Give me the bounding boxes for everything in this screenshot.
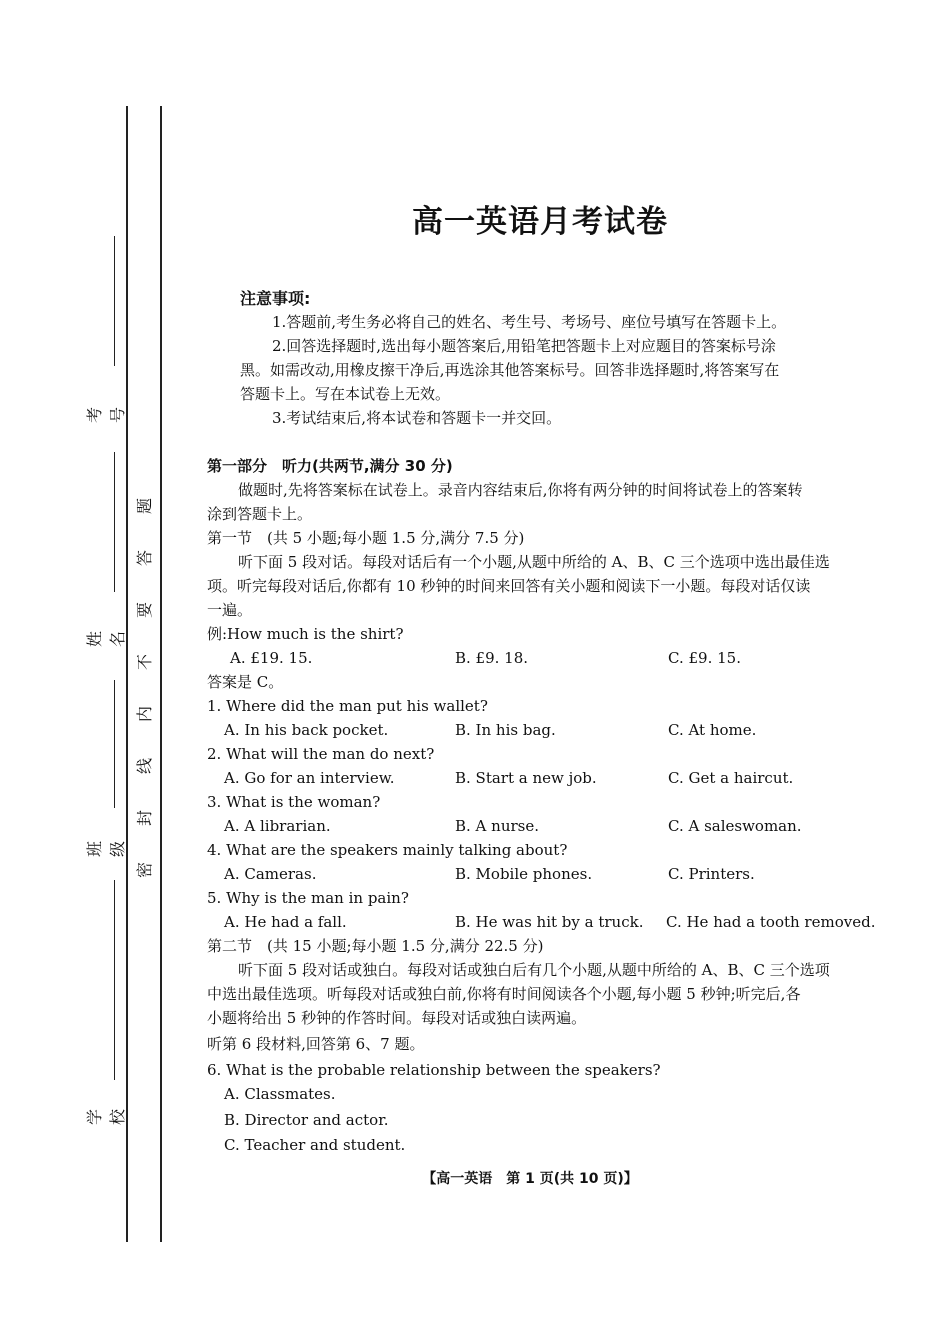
question-6: 6. What is the probable relationship between the speakers?	[207, 1061, 661, 1079]
seal-char: 内	[135, 706, 154, 723]
q3-option-c: C. A saleswoman.	[668, 817, 802, 835]
question-4: 4. What are the speakers mainly talking about?	[207, 841, 568, 859]
q6-option-b: B. Director and actor.	[224, 1111, 389, 1129]
q4-option-a: A. Cameras.	[224, 865, 317, 883]
q6-option-c: C. Teacher and student.	[224, 1136, 406, 1154]
section1-heading: 第一节 (共 5 小题;每小题 1.5 分,满分 7.5 分)	[207, 529, 525, 547]
notice-line: 3.考试结束后,将本试卷和答题卡一并交回。	[272, 409, 562, 427]
seal-notice	[136, 480, 154, 896]
seal-char: 封	[135, 810, 154, 827]
field-label-name: 姓名	[85, 631, 127, 648]
section2-intro-line: 小题将给出 5 秒钟的作答时间。每段对话或独白读两遍。	[207, 1009, 587, 1027]
binding-line-inner	[160, 106, 162, 1242]
section2-intro-line: 听下面 5 段对话或独白。每段对话或独白后有几个小题,从题中所给的 A、B、C 三个选项	[238, 961, 830, 979]
notice-line: 答题卡上。写在本试卷上无效。	[240, 385, 451, 403]
field-label-school: 学校	[85, 1109, 127, 1126]
notice-heading: 注意事项:	[240, 289, 311, 308]
q4-option-b: B. Mobile phones.	[455, 865, 593, 883]
question-2: 2. What will the man do next?	[207, 745, 435, 763]
field-line-name	[114, 452, 115, 592]
part1-intro-line: 做题时,先将答案标在试卷上。录音内容结束后,你将有两分钟的时间将试卷上的答案转	[238, 481, 803, 499]
notice-line: 1.答题前,考生务必将自己的姓名、考生号、考场号、座位号填写在答题卡上。	[272, 313, 787, 331]
section1-intro-line: 项。听完每段对话后,你都有 10 秒钟的时间来回答有关小题和阅读下一小题。每段对话仅读	[207, 577, 811, 595]
binding-line-outer	[126, 106, 128, 1242]
q3-option-b: B. A nurse.	[455, 817, 539, 835]
question-1: 1. Where did the man put his wallet?	[207, 697, 488, 715]
section1-intro-line: 一遍。	[207, 601, 253, 619]
q2-option-b: B. Start a new job.	[455, 769, 597, 787]
seal-char: 密	[135, 862, 154, 879]
example-question: 例:How much is the shirt?	[207, 625, 404, 643]
section1-intro-line: 听下面 5 段对话。每段对话后有一个小题,从题中所给的 A、B、C 三个选项中选出最佳选	[238, 553, 830, 571]
question-3: 3. What is the woman?	[207, 793, 381, 811]
q1-option-b: B. In his bag.	[455, 721, 556, 739]
section2-intro-line: 中选出最佳选项。听每段对话或独白前,你将有时间阅读各个小题,每小题 5 秒钟;听完后,各	[207, 985, 801, 1003]
q5-option-a: A. He had a fall.	[224, 913, 347, 931]
q5-option-c: C. He had a tooth removed.	[666, 913, 876, 931]
notice-line: 2.回答选择题时,选出每小题答案后,用铅笔把答题卡上对应题目的答案标号涂	[272, 337, 776, 355]
seal-char: 不	[135, 654, 154, 671]
part1-heading: 第一部分 听力(共两节,满分 30 分)	[207, 457, 453, 475]
seal-char: 答	[135, 550, 154, 567]
example-answer: 答案是 C。	[207, 673, 284, 691]
field-line-exam-number	[114, 236, 115, 366]
seal-char: 线	[135, 758, 154, 775]
q4-option-c: C. Printers.	[668, 865, 755, 883]
notice-line: 黑。如需改动,用橡皮擦干净后,再选涂其他答案标号。回答非选择题时,将答案写在	[240, 361, 780, 379]
field-line-school	[114, 880, 115, 1080]
q5-option-b: B. He was hit by a truck.	[455, 913, 644, 931]
example-option-b: B. £9. 18.	[455, 649, 529, 667]
q1-option-c: C. At home.	[668, 721, 757, 739]
page-title: 高一英语月考试卷	[412, 204, 668, 240]
q1-option-a: A. In his back pocket.	[224, 721, 389, 739]
field-line-class	[114, 680, 115, 808]
q3-option-a: A. A librarian.	[224, 817, 331, 835]
material-instruction: 听第 6 段材料,回答第 6、7 题。	[207, 1035, 425, 1053]
field-label-class: 班级	[85, 841, 127, 858]
q6-option-a: A. Classmates.	[224, 1085, 336, 1103]
seal-char: 题	[135, 498, 154, 515]
q2-option-c: C. Get a haircut.	[668, 769, 794, 787]
example-option-c: C. £9. 15.	[668, 649, 741, 667]
section2-heading: 第二节 (共 15 小题;每小题 1.5 分,满分 22.5 分)	[207, 937, 544, 955]
question-5: 5. Why is the man in pain?	[207, 889, 409, 907]
example-option-a: A. £19. 15.	[230, 649, 313, 667]
q2-option-a: A. Go for an interview.	[224, 769, 395, 787]
field-label-exam-number: 考号	[85, 407, 127, 424]
part1-intro-line: 涂到答题卡上。	[207, 505, 313, 523]
seal-char: 要	[135, 602, 154, 619]
page-footer: 【高一英语 第 1 页(共 10 页)】	[422, 1171, 638, 1187]
